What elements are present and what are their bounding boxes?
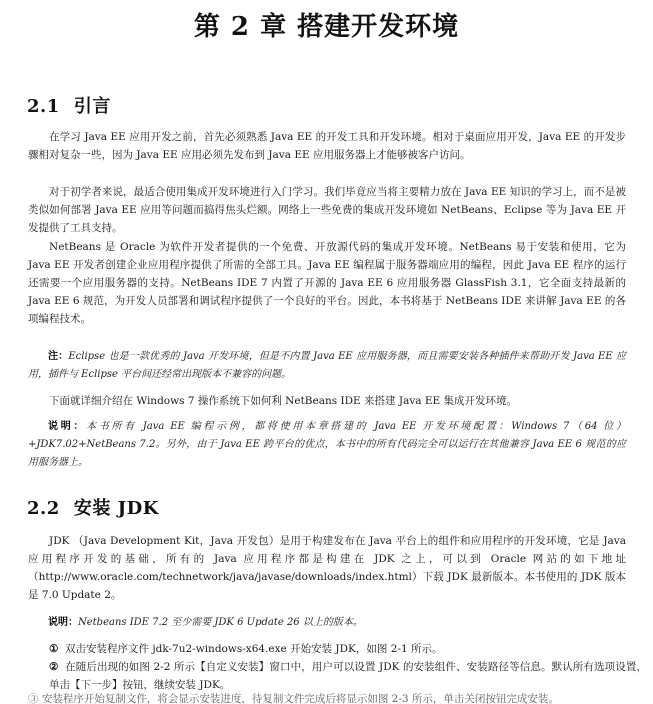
note-text: 本书所有 Java EE 编程示例，都将使用本章搭建的 Java EE 开发环境配置：Windows 7（64 位）+JDK7.02+NetBeans 7.2。另外，由于 Java EE 跨平台的优点，本书中的所有代码完全可以运行在其他兼容 Java EE 6 规范的应用服务器上。 [28, 421, 627, 468]
paragraph-jdk: JDK （Java Development Kit，Java 开发包）是用于构建发布在 Java 平台上的组件和应用程序的开发环境，它是 Java 应用程序开发的基础，所有的 Java 应用程序都是构建在 JDK 之上，可以到 Oracle 网站的如下地址（http://www.oracle.com/technetwork/java/javase/downloads/index.html）下载 JDK 最新版本。本书使用的 JDK 版本是 7.0 Update 2。 [28, 535, 626, 601]
note-text: Eclipse 也是一款优秀的 Java 开发环境，但是不内置 Java EE 应用服务器，而且需要安装各种插件来帮助开发 Java EE 应用，插件与 Eclipse 平台间还经常出现版本不兼容的问题。 [28, 351, 626, 380]
paragraph-windows7: 下面就详细介绍在 Windows 7 操作系统下如何利 NetBeans IDE 来搭建 Java EE 集成开发环境。 [49, 395, 518, 407]
paragraph-intro-1: 在学习 Java EE 应用开发之前，首先必须熟悉 Java EE 的开发工具和开发环境。相对于桌面应用开发，Java EE 的开发步骤相对复杂一些，因为 Java EE 应用必须先发布到 Java EE 应用服务器上才能够被客户访问。 [28, 131, 626, 161]
note-text: Netbeans IDE 7.2 至少需要 JDK 6 Update 26 以上的版本。 [78, 617, 363, 628]
section-number: 2.2 [27, 498, 60, 519]
chapter-title: 第 2 章 搭建开发环境 [193, 12, 460, 42]
paragraph-intro-2: 对于初学者来说，最适合使用集成开发环境进行入门学习。我们毕竟应当将主要精力放在 Java EE 知识的学习上，而不是被类似如何部署 Java EE 应用等问题而搞得焦头烂额。网络上一些免费的集成开发环境如 NetBeans、Eclipse 等为 Java EE 开发提供了工具支持。 [28, 186, 626, 234]
note-environment [28, 418, 626, 472]
note-label: 说明： [48, 421, 87, 432]
section-heading-2-2 [27, 494, 159, 520]
note-jdk-version [28, 614, 626, 632]
section-number: 2.1 [27, 96, 60, 117]
section-title-text: 引言 [73, 96, 111, 117]
step-2 [28, 658, 647, 694]
note-label: 说明： [48, 617, 78, 628]
step-text: 双击安装程序文件 jdk-7u2-windows-x64.exe 开始安装 JDK，如图 2-1 所示。 [65, 643, 443, 655]
step-1 [28, 640, 647, 658]
section-title-text: 安装 JDK [73, 498, 159, 519]
step-3-partial: ③ 安装程序开始复制文件，将会显示安装进度，待复制文件完成后将显示如图 2-3 所示，单击关闭按钮完成安装。 [28, 693, 559, 704]
section-heading-2-1 [27, 92, 111, 118]
step-text: 在随后出现的如图 2-2 所示【自定义安装】窗口中，用户可以设置 JDK 的安装组件、安装路径等信息。默认所有选项设置，单击【下一步】按钮，继续安装 JDK。 [49, 661, 647, 691]
step-marker: ② [49, 661, 59, 673]
note-label: 注： [48, 351, 69, 362]
note-eclipse [28, 348, 626, 384]
paragraph-netbeans: NetBeans 是 Oracle 为软件开发者提供的一个免费、开放源代码的集成开发环境。NetBeans 易于安装和使用，它为 Java EE 开发者创建企业应用程序提供了所需的全部工具。Java EE 编程属于服务器端应用的编程，因此 Java EE 程序的运行还需要一个应用服务器的支持。NetBeans IDE 7 内置了开源的 Java EE 6 应用服务器 GlassFish 3.1，它全面支持最新的 Java EE 6 规范，为开发人员部署和调试程序提供了一个良好的平台。因此，本书将基于 NetBeans IDE 来讲解 Java EE 的各项编程技术。 [28, 241, 626, 325]
step-marker: ① [49, 643, 59, 655]
